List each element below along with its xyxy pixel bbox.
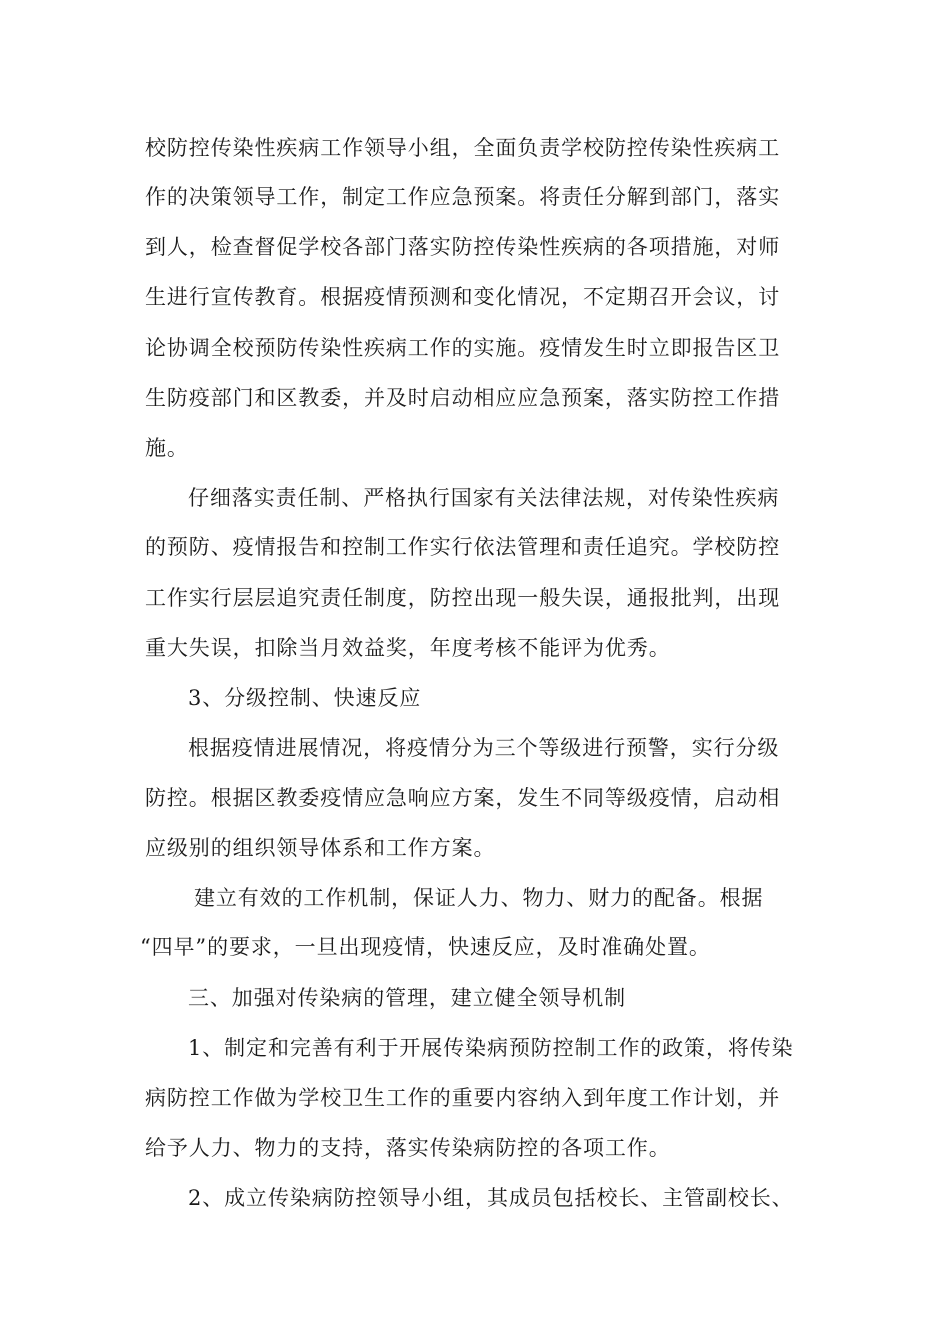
paragraph-line: 论协调全校预防传染性疾病工作的实施。疫情发生时立即报告区卫	[145, 336, 781, 360]
paragraph-line: 给予人力、物力的支持，落实传染病防控的各项工作。	[145, 1136, 671, 1160]
paragraph-line: 重大失误，扣除当月效益奖，年度考核不能评为优秀。	[145, 636, 671, 660]
paragraph-line: 建立有效的工作机制，保证人力、物力、财力的配备。根据	[194, 886, 764, 910]
section-heading: 3、分级控制、快速反应	[188, 686, 422, 710]
paragraph-line: 的预防、疫情报告和控制工作实行依法管理和责任追究。学校防控	[145, 535, 781, 559]
paragraph-line: 施。	[145, 436, 189, 460]
paragraph-line: 1、制定和完善有利于开展传染病预防控制工作的政策，将传染	[188, 1036, 794, 1060]
paragraph-line: 工作实行层层追究责任制度，防控出现一般失误，通报批判，出现	[145, 586, 781, 610]
paragraph-line: 防控。根据区教委疫情应急响应方案，发生不同等级疫情，启动相	[145, 786, 781, 810]
paragraph-line: 到人，检查督促学校各部门落实防控传染性疾病的各项措施，对师	[145, 235, 781, 259]
paragraph-line: 病防控工作做为学校卫生工作的重要内容纳入到年度工作计划，并	[145, 1086, 781, 1110]
paragraph-line: 生进行宣传教育。根据疫情预测和变化情况，不定期召开会议，讨	[145, 285, 781, 309]
paragraph-line: 生防疫部门和区教委，并及时启动相应应急预案，落实防控工作措	[145, 386, 781, 410]
paragraph-line: 应级别的组织领导体系和工作方案。	[145, 836, 496, 860]
paragraph-line: 仔细落实责任制、严格执行国家有关法律法规，对传染性疾病	[188, 486, 780, 510]
section-heading: 三、加强对传染病的管理，建立健全领导机制	[188, 986, 626, 1010]
paragraph-line: 根据疫情进展情况，将疫情分为三个等级进行预警，实行分级	[188, 736, 780, 760]
paragraph-line: 作的决策领导工作，制定工作应急预案。将责任分解到部门，落实	[145, 185, 781, 209]
paragraph-line: 校防控传染性疾病工作领导小组，全面负责学校防控传染性疾病工	[145, 136, 781, 160]
paragraph-line: 2、成立传染病防控领导小组，其成员包括校长、主管副校长、	[188, 1186, 794, 1210]
paragraph-line: “四早”的要求，一旦出现疫情，快速反应，及时准确处置。	[140, 935, 711, 959]
